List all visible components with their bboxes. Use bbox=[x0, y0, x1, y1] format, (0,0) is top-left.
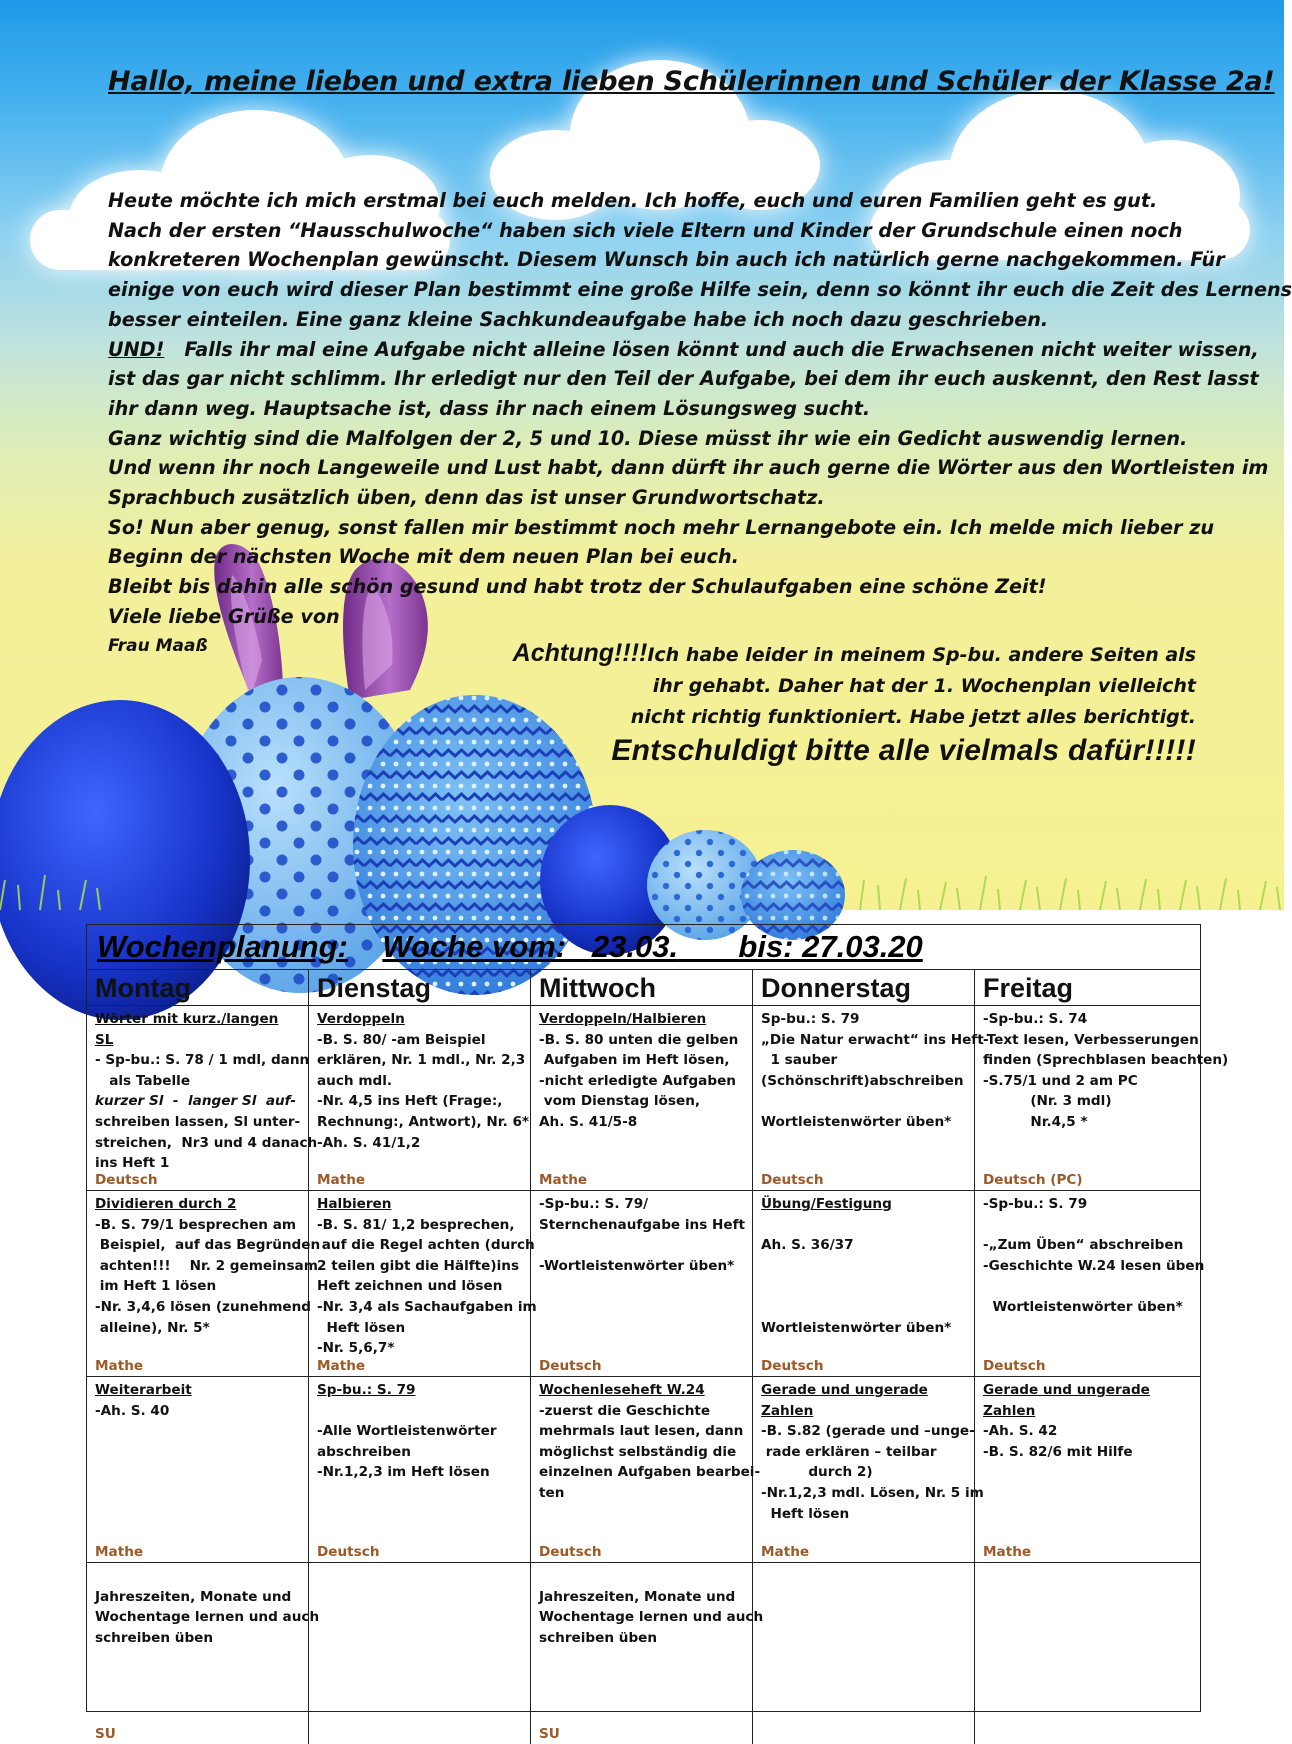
cell-line: „Die Natur erwacht“ ins Heft bbox=[761, 1031, 984, 1048]
cell-line: Nr.4,5 * bbox=[983, 1113, 1088, 1130]
cell-line: mehrmals laut lesen, dann bbox=[539, 1423, 744, 1440]
cell-title: Übung/Festigung bbox=[761, 1196, 892, 1212]
subject-label: SU bbox=[539, 1726, 560, 1742]
cell-line: (Nr. 3 mdl) bbox=[983, 1093, 1112, 1110]
plan-cell bbox=[975, 1563, 1200, 1744]
plan-cell bbox=[753, 1377, 984, 1563]
cell-line: als Tabelle bbox=[95, 1072, 191, 1089]
cell-line: Heft zeichnen und lösen bbox=[317, 1278, 503, 1295]
week-label: Woche vom: bbox=[382, 929, 567, 964]
cell-line: achten!!! Nr. 2 gemeinsam bbox=[95, 1257, 318, 1274]
greeting-heading: Hallo, meine lieben und extra lieben Schülerinnen und Schüler der Klasse 2a! bbox=[108, 66, 1275, 97]
cell-line: -zuerst die Geschichte bbox=[539, 1402, 711, 1419]
cell-line: -Nr. 3,4,6 lösen (zunehmend bbox=[95, 1298, 312, 1315]
cell-line: -Sp-bu.: S. 79 bbox=[983, 1196, 1088, 1212]
cell-line: (Schönschrift)abschreiben bbox=[761, 1072, 964, 1089]
cell-line: -Nr. 3,4 als Sachaufgaben im bbox=[317, 1298, 537, 1315]
subject-label: Deutsch bbox=[983, 1358, 1046, 1374]
cell-line: schreiben lassen, Sl unter- bbox=[95, 1113, 301, 1130]
plan-cell bbox=[87, 1377, 309, 1563]
cell-line: -Nr. 4,5 ins Heft (Frage:, bbox=[317, 1093, 503, 1110]
plan-cell bbox=[975, 1006, 1229, 1191]
cell-title: Weiterarbeit bbox=[95, 1382, 192, 1398]
cell-line: -Wortleistenwörter üben* bbox=[539, 1257, 735, 1274]
cell-line: -B. S. 81/ 1,2 besprechen, bbox=[317, 1216, 515, 1233]
cell-line bbox=[95, 1566, 300, 1587]
subject-label: Deutsch (PC) bbox=[983, 1172, 1083, 1188]
day-header-montag: Montag bbox=[87, 970, 309, 1006]
apology-text: Entschuldigt bitte alle vielmals dafür!!!!! bbox=[611, 734, 1196, 767]
letter-line: konkreteren Wochenplan gewünscht. Diesem Wunsch bin auch ich natürlich gerne nachgekommen. Für bbox=[108, 248, 1225, 272]
cell-line: -B. S.82 (gerade und –unge- bbox=[761, 1423, 975, 1440]
cell-line: Wortleistenwörter üben* bbox=[761, 1113, 952, 1130]
letter-line: Beginn der nächsten Woche mit dem neuen Plan bei euch. bbox=[108, 545, 739, 569]
cell-line: Jahreszeiten, Monate und bbox=[95, 1588, 292, 1605]
cell-line: -B. S. 80/ -am Beispiel bbox=[317, 1031, 486, 1048]
subject-label: Mathe bbox=[95, 1544, 144, 1560]
subject-label: Mathe bbox=[539, 1172, 588, 1188]
cell-line: im Heft 1 lösen bbox=[95, 1278, 217, 1295]
cell-line: Jahreszeiten, Monate und bbox=[539, 1588, 736, 1605]
cell-line: durch 2) bbox=[761, 1464, 873, 1481]
cell-line: Sp-bu.: S. 79 bbox=[761, 1011, 860, 1027]
letter-line: Heute möchte ich mich erstmal bei euch melden. Ich hoffe, euch und euren Familien geht es gut. bbox=[108, 189, 1158, 212]
cell-line: -Sp-bu.: S. 79/ bbox=[539, 1196, 649, 1212]
cell-line: auf die Regel achten (durch bbox=[317, 1237, 535, 1254]
week-until: bis: 27.03.20 bbox=[738, 929, 923, 964]
plan-cell bbox=[309, 1563, 531, 1744]
cell-line: vom Dienstag lösen, bbox=[539, 1093, 701, 1110]
cell-line bbox=[761, 1256, 966, 1277]
cell-line: Ah. S. 41/5-8 bbox=[539, 1113, 638, 1130]
cell-line bbox=[761, 1276, 966, 1297]
cell-line: finden (Sprechblasen beachten) bbox=[983, 1052, 1229, 1069]
signature: Frau Maaß bbox=[108, 635, 208, 656]
cell-line: -Ah. S. 40 bbox=[95, 1402, 170, 1419]
cell-line: schreiben üben bbox=[539, 1629, 658, 1646]
cell-line: Wortleistenwörter üben* bbox=[761, 1319, 952, 1336]
cell-line: schreiben üben bbox=[95, 1629, 214, 1646]
cell-line bbox=[761, 1215, 966, 1236]
cell-line: auch mdl. bbox=[317, 1072, 393, 1089]
plan-cell bbox=[309, 1006, 531, 1191]
plan-cell bbox=[87, 1563, 320, 1744]
cell-line: -Alle Wortleistenwörter bbox=[317, 1423, 497, 1440]
cell-line: Aufgaben im Heft lösen, bbox=[539, 1052, 730, 1069]
plan-cell bbox=[753, 1563, 975, 1744]
cell-line: ten bbox=[539, 1484, 565, 1501]
cell-line: -Ah. S. 42 bbox=[983, 1423, 1058, 1440]
subject-label: Deutsch bbox=[539, 1358, 602, 1374]
plan-cell bbox=[531, 1191, 753, 1377]
cell-line: -Nr.1,2,3 mdl. Lösen, Nr. 5 im bbox=[761, 1484, 984, 1501]
subject-label: SU bbox=[95, 1726, 116, 1742]
plan-cell bbox=[975, 1377, 1200, 1563]
cell-title: Verdoppeln/Halbieren bbox=[539, 1011, 707, 1027]
letter-line: Ganz wichtig sind die Malfolgen der 2, 5 und 10. Diese müsst ihr wie ein Gedicht auswendig lernen. bbox=[108, 426, 1188, 450]
cell-title: Wörter mit kurz./langen SL bbox=[95, 1011, 279, 1048]
cell-line: möglichst selbständig die bbox=[539, 1443, 737, 1460]
cell-line: -B. S. 80 unten die gelben bbox=[539, 1031, 739, 1048]
cell-line: -„Zum Üben“ abschreiben bbox=[983, 1237, 1184, 1254]
cell-line: Heft lösen bbox=[761, 1505, 850, 1522]
cell-title: Wochenleseheft W.24 bbox=[539, 1382, 705, 1398]
plan-cell bbox=[87, 1006, 318, 1191]
subject-label: Deutsch bbox=[317, 1544, 380, 1560]
cell-line: abschreiben bbox=[317, 1443, 411, 1460]
cell-line: Wochentage lernen und auch bbox=[539, 1609, 764, 1626]
plan-cell bbox=[753, 1006, 984, 1191]
cell-line: Heft lösen bbox=[317, 1319, 406, 1336]
subject-label: Mathe bbox=[95, 1358, 144, 1374]
cell-line: -Nr. 5,6,7* bbox=[317, 1340, 395, 1357]
plan-cell bbox=[753, 1191, 975, 1377]
plan-cell bbox=[975, 1191, 1205, 1377]
plan-label: Wochenplanung: bbox=[97, 929, 348, 964]
subject-label: Deutsch bbox=[539, 1544, 602, 1560]
subject-label: Deutsch bbox=[95, 1172, 158, 1188]
letter-body bbox=[108, 186, 1292, 661]
cell-line: 2 teilen gibt die Hälfte)ins bbox=[317, 1257, 520, 1274]
letter-line: Nach der ersten “Hausschulwoche“ haben sich viele Eltern und Kinder der Grundschule einen noch bbox=[108, 218, 1183, 242]
letter-line: ist das gar nicht schlimm. Ihr erledigt nur den Teil der Aufgabe, bei dem ihr euch auskennt, den Rest lasst bbox=[108, 367, 1259, 391]
letter-line: einige von euch wird dieser Plan bestimmt eine große Hilfe sein, denn so könnt ihr euch die Zeit des Lernens bbox=[108, 278, 1292, 302]
plan-grid bbox=[87, 970, 1229, 1744]
letter-line: Sprachbuch zusätzlich üben, denn das ist unser Grundwortschatz. bbox=[108, 486, 825, 510]
cell-title: Gerade und ungerade Zahlen bbox=[761, 1382, 928, 1419]
notice-line: nicht richtig funktioniert. Habe jetzt alles berichtigt. bbox=[630, 706, 1196, 728]
cell-line: Ah. S. 36/37 bbox=[761, 1237, 854, 1254]
cell-line: Wochentage lernen und auch bbox=[95, 1609, 320, 1626]
cell-title: Verdoppeln bbox=[317, 1011, 405, 1027]
subject-label: Mathe bbox=[983, 1544, 1032, 1560]
notice-heading: Achtung!!!! bbox=[512, 639, 648, 667]
cell-line bbox=[539, 1566, 744, 1587]
cell-line bbox=[761, 1091, 966, 1112]
notice-line: Ich habe leider in meinem Sp-bu. andere Seiten als bbox=[647, 644, 1196, 666]
cell-title: Sp-bu.: S. 79 bbox=[317, 1382, 416, 1398]
cell-line: -S.75/1 und 2 am PC bbox=[983, 1072, 1138, 1089]
cell-line: Rechnung:, Antwort), Nr. 6* bbox=[317, 1113, 530, 1130]
cell-line: -B. S. 82/6 mit Hilfe bbox=[983, 1443, 1133, 1460]
cell-line: einzelnen Aufgaben bearbei- bbox=[539, 1464, 761, 1481]
cell-line: erklären, Nr. 1 mdl., Nr. 2,3 bbox=[317, 1052, 526, 1069]
letter-line: ihr dann weg. Hauptsache ist, dass ihr nach einem Lösungsweg sucht. bbox=[108, 396, 871, 420]
cell-line bbox=[761, 1297, 966, 1318]
letter-line: Viele liebe Grüße von bbox=[108, 604, 340, 628]
cell-line: Wortleistenwörter üben* bbox=[983, 1298, 1183, 1315]
day-header-dienstag: Dienstag bbox=[309, 970, 531, 1006]
cell-line bbox=[539, 1235, 744, 1256]
und-rest: Falls ihr mal eine Aufgabe nicht alleine lösen könnt und auch die Erwachsenen nicht weiter wissen, bbox=[184, 337, 1259, 361]
subject-label: Mathe bbox=[317, 1358, 366, 1374]
letter-line: Und wenn ihr noch Langeweile und Lust habt, dann dürft ihr auch gerne die Wörter aus den Wortleisten im bbox=[108, 456, 1269, 480]
cell-line: alleine), Nr. 5* bbox=[95, 1319, 210, 1336]
plan-cell bbox=[309, 1377, 531, 1563]
cell-line: 1 sauber bbox=[761, 1052, 838, 1069]
cell-line: Beispiel, auf das Begründen bbox=[95, 1237, 321, 1254]
letter-line: So! Nun aber genug, sonst fallen mir bestimmt noch mehr Lernangebote ein. Ich melde mich lieber zu bbox=[108, 515, 1215, 539]
cell-line bbox=[983, 1276, 1192, 1297]
day-header-mittwoch: Mittwoch bbox=[531, 970, 753, 1006]
letter-line: Bleibt bis dahin alle schön gesund und habt trotz der Schulaufgaben eine schöne Zeit! bbox=[108, 575, 1047, 599]
cell-line: -Ah. S. 41/1,2 bbox=[317, 1134, 421, 1151]
plan-header bbox=[87, 925, 1200, 970]
cell-line: streichen, Nr3 und 4 danach bbox=[95, 1134, 318, 1151]
correction-notice bbox=[513, 638, 1196, 766]
subject-label: Mathe bbox=[317, 1172, 366, 1188]
cell-line: -Sp-bu.: S. 74 bbox=[983, 1011, 1088, 1027]
week-from: 23.03. bbox=[591, 929, 679, 964]
cell-line: - Sp-bu.: S. 78 / 1 mdl, dann bbox=[95, 1052, 310, 1069]
cell-line: rade erklären – teilbar bbox=[761, 1443, 937, 1460]
cell-line: -B. S. 79/1 besprechen am bbox=[95, 1216, 297, 1233]
cell-line: ins Heft 1 bbox=[95, 1155, 170, 1172]
notice-line: ihr gehabt. Daher hat der 1. Wochenplan vielleicht bbox=[652, 675, 1196, 697]
cell-title: Gerade und ungerade Zahlen bbox=[983, 1382, 1150, 1419]
cell-line: -nicht erledigte Aufgaben bbox=[539, 1072, 736, 1089]
letter-line bbox=[108, 335, 1292, 365]
weekly-plan-table bbox=[86, 924, 1229, 1742]
subject-label: Deutsch bbox=[761, 1172, 824, 1188]
subject-label: Mathe bbox=[761, 1544, 810, 1560]
cell-line bbox=[983, 1215, 1192, 1236]
plan-cell bbox=[309, 1191, 537, 1377]
cell-line: -Nr.1,2,3 im Heft lösen bbox=[317, 1464, 490, 1481]
letter-line: besser einteilen. Eine ganz kleine Sachkundeaufgabe habe ich noch dazu geschrieben. bbox=[108, 307, 1049, 331]
subject-label: Deutsch bbox=[761, 1358, 824, 1374]
cell-title: Halbieren bbox=[317, 1196, 392, 1212]
cell-line: kurzer Sl - langer Sl auf- bbox=[95, 1093, 296, 1110]
cell-line bbox=[317, 1401, 522, 1422]
plan-cell bbox=[531, 1377, 761, 1563]
cell-line: Sternchenaufgabe ins Heft bbox=[539, 1216, 746, 1233]
cell-line: -Text lesen, Verbesserungen bbox=[983, 1031, 1199, 1048]
cell-title: Dividieren durch 2 bbox=[95, 1196, 237, 1212]
und-emphasis: UND! bbox=[108, 337, 165, 361]
day-header-freitag: Freitag bbox=[975, 970, 1200, 1006]
day-header-donnerstag: Donnerstag bbox=[753, 970, 975, 1006]
plan-cell bbox=[531, 1006, 753, 1191]
plan-cell bbox=[87, 1191, 321, 1377]
plan-cell bbox=[531, 1563, 764, 1744]
cell-line: -Geschichte W.24 lesen üben bbox=[983, 1257, 1205, 1274]
